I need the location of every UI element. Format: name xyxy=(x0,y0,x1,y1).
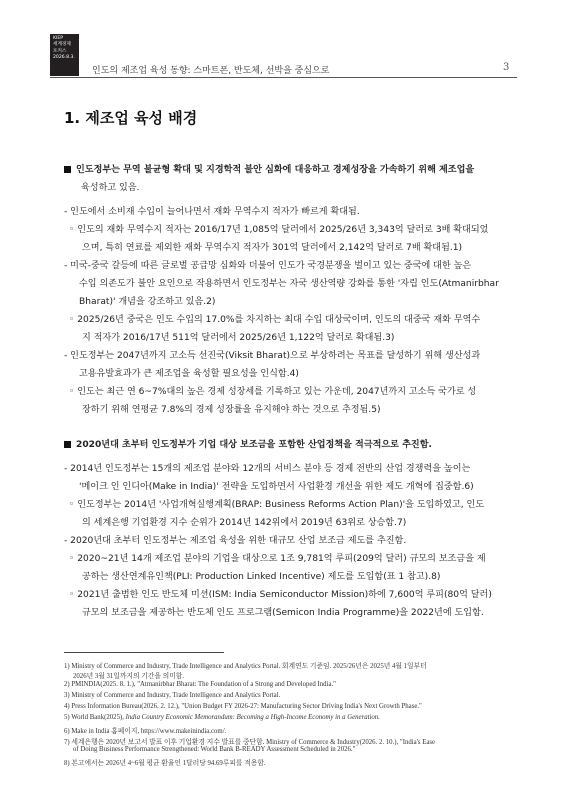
line-text: 2020년대 초부터 인도정부가 기업 대상 보조금을 포함한 산업정책을 적극적으로 추진함. xyxy=(76,440,432,450)
footnote-title: India Country Economic Memorandum: Becoming a High-Income Economy in a Generation. xyxy=(125,714,380,721)
body-line: - 2020년대 초부터 인도정부는 제조업 육성을 위한 대규모 산업 보조금 제도를 추진함. xyxy=(64,536,407,546)
running-header-title: 인도의 제조업 육성 동향: 스마트폰, 반도체, 선박을 중심으로 xyxy=(92,66,330,76)
footnote-text: 5) World Bank(2025), xyxy=(64,714,126,721)
header-divider xyxy=(50,77,517,78)
body-line: ◦ 2025/26년 중국은 인도 수입의 17.0%를 차지하는 최대 수입 대상국이며, 인도의 대중국 재화 무역수 xyxy=(69,315,481,325)
publication-badge xyxy=(50,34,79,76)
body-line: 장하기 위해 연평균 7.8%의 경제 성장률을 유지해야 하는 것으로 추정됨.5) xyxy=(82,405,381,415)
body-line: 수입 의존도가 불안 요인으로 작용하면서 인도정부는 자국 생산역량 강화를 통한 '자립 인도(Atmanirbhar xyxy=(79,279,499,289)
body-line: '메이크 인 인디아(Make in India)' 전략을 도입하면서 사업환경 개선을 위한 제도 개혁에 집중함.6) xyxy=(79,482,474,492)
body-line: 규모의 보조금을 제공하는 반도체 인도 프로그램(Semicon India Programme)을 2022년에 도입함. xyxy=(82,608,484,618)
body-line: ◦ 2021년 출범한 인도 반도체 미션(ISM: India Semiconductor Mission)하에 7,600억 루피(80억 달러) xyxy=(69,590,492,600)
footnote: 3) Ministry of Commerce and Industry, Trade Intelligence and Analytics Portal. xyxy=(64,692,281,699)
body-line: 지 적자가 2016/17년 511억 달러에서 2025/26년 1,122억 달러로 확대됨.3) xyxy=(82,333,395,343)
body-line: 의 세계은행 기업환경 지수 순위가 2014년 142위에서 2019년 63위로 상승함.7) xyxy=(82,518,407,528)
body-line: Bharat)' 개념을 강조하고 있음.2) xyxy=(79,297,216,307)
body-line: - 미국-중국 갈등에 따른 글로벌 공급망 심화와 더불어 인도가 국경분쟁을 벌이고 있는 중국에 대한 높은 xyxy=(64,261,472,271)
footnote: of Doing Business Performance Strengthened: World Bank B-READY Assessment Scheduled in 2026." xyxy=(73,746,356,753)
body-line: - 2014년 인도정부는 15개의 제조업 분야와 12개의 서비스 분야 등 경제 전반의 산업 경쟁력을 높이는 xyxy=(64,464,471,474)
body-line: 고용유발효과가 큰 제조업을 육성할 필요성을 인식함.4) xyxy=(79,369,299,379)
square-bullet-icon xyxy=(64,166,71,173)
body-line: - 인도정부는 2047년까지 고소득 선진국(Viksit Bharat)으로 부상하려는 목표를 달성하기 위해 생산성과 xyxy=(64,351,481,361)
line-text: 인도정부는 무역 불균형 확대 및 지경학적 불안 심화에 대응하고 경제성장을 가속하기 위해 제조업을 xyxy=(76,165,475,175)
section-title: 1. 제조업 육성 배경 xyxy=(64,109,198,127)
body-line: 육성하고 있음. xyxy=(81,183,140,193)
footnote-divider xyxy=(64,652,224,653)
paragraph-heading xyxy=(64,437,432,450)
footnote: 2) PMINDIA(2025. 8. 1.), "Atmanirbhar Bharat: The Foundation of a Strong and Developed India." xyxy=(64,681,336,688)
square-bullet-icon xyxy=(64,441,71,448)
badge-line: 세계경제 xyxy=(53,42,71,48)
footnote xyxy=(64,714,380,721)
footnote: 4) Press Information Bureau(2026. 2. 12.), "Union Budget FY 2026-27: Manufacturing Sector Driving India's Next Growth Phase." xyxy=(64,703,422,710)
footnote: 8) 본고에서는 2026년 4~6월 평균 환율인 1달러당 94.69루피를 적용함. xyxy=(64,760,266,767)
paragraph-heading xyxy=(64,162,474,175)
body-line: ◦ 인도는 최근 연 6~7%대의 높은 경제 성장세를 기록하고 있는 가운데, 2047년까지 고소득 국가로 성 xyxy=(69,387,477,397)
page-number: 3 xyxy=(503,62,510,73)
body-line: ◦ 2020~21년 14개 제조업 분야의 기업을 대상으로 1조 9,781억 루피(209억 달러) 규모의 보조금을 제 xyxy=(69,554,486,564)
footnote: 1) Ministry of Commerce and Industry, Trade Intelligence and Analytics Portal. 회계연도 기준임. 2025/26년은 2025년 4월 1일부터 xyxy=(64,663,427,670)
badge-line: 포커스 xyxy=(53,48,67,54)
body-line: - 인도에서 소비재 수입이 늘어나면서 재화 무역수지 적자가 빠르게 확대됨. xyxy=(64,207,360,217)
body-line: 공하는 생산연계유인책(PLI: Production Linked Incentive) 제도를 도입함(표 1 참고).8) xyxy=(82,572,441,582)
footnote: 7) 세계은행은 2020년 보고서 발표 이후 기업환경 지수 발표를 중단함. Ministry of Commerce & Industry(2026. 2. 10.), "India's Ease xyxy=(64,739,436,746)
body-line: 으며, 특히 연료를 제외한 재화 무역수지 적자가 301억 달러에서 2,142억 달러로 7배 확대됨.1) xyxy=(82,243,463,253)
badge-line: 2026.8.3. xyxy=(53,55,75,61)
footnote: 2026년 3월 31일까지의 기간을 의미함. xyxy=(73,673,185,680)
badge-line: KIEP xyxy=(53,36,64,41)
body-line: ◦ 인도정부는 2014년 '사업개혁실행계획(BRAP: Business Reforms Action Plan)'을 도입하였고, 인도 xyxy=(69,500,485,510)
footnote: 6) Make in India 홈페이지, https://www.makeinindia.com/. xyxy=(64,728,227,735)
body-line: ◦ 인도의 재화 무역수지 적자는 2016/17년 1,085억 달러에서 2025/26년 3,343억 달러로 3배 확대되었 xyxy=(69,225,489,235)
